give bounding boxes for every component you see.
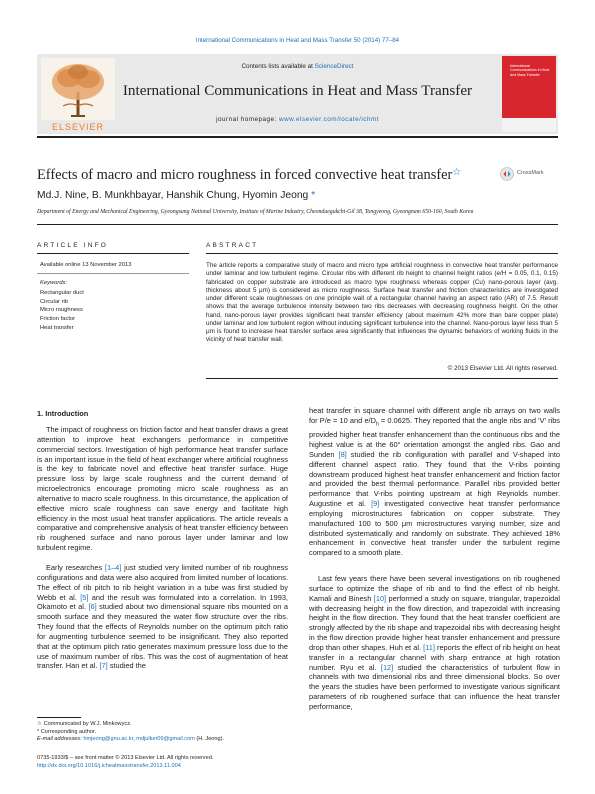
publisher-name: ELSEVIER (51, 122, 105, 132)
citation-link[interactable]: [7] (99, 661, 108, 671)
subscript: h (375, 421, 379, 428)
citation-link[interactable]: [8] (338, 449, 347, 459)
text-run: performed a study on square, triangular, trapezoidal with decreasing height in the flow direction, and trapezoidal with increasing height in the flow direction. They found that the heat transfer coefficient are strongly affected by the rib shape and trapezoidal ribs with decreasing height in the flow direction provide higher heat transfer enhancement and pressure drop than other shapes. Huh et al. (309, 593, 560, 652)
article-info-separator (37, 273, 189, 274)
continued-paragraph (309, 406, 560, 558)
article-info-heading: ARTICLE INFO (37, 242, 109, 249)
citation-link[interactable]: [5] (80, 592, 89, 602)
text-run: investigated convective heat transfer performance employing microstructures fabrication on copper substrate. They manufactured 100 to 500 μm microstructures varying number, size and distributed systematically and randomly on substrate. They achieved 18% enhancement in convective heat transfer under the turbulent regime compared to a smooth plate. (309, 499, 560, 558)
email-suffix: (H. Jeong). (194, 736, 225, 743)
text-run: just studied very limited number of rib roughness configurations and data were also acquired from limited number of locations. The effect of rib pitch to rib height variation in a tube was first studied by Webb et al. (37, 563, 288, 602)
keyword-item: Rectangular duct (40, 290, 84, 296)
contents-availability (120, 63, 475, 70)
keyword-item: Micro roughness (40, 307, 83, 314)
article-info-divider (37, 253, 189, 254)
text-run: reports the effect of rib height on heat transfer in a rectangular channel with sharp entrance at high rotation number. Ryu et al. (309, 642, 560, 672)
email-label: E-mail addresses: (37, 736, 82, 743)
footnote-corresponding: * Corresponding author. (37, 728, 97, 735)
abstract-body: The article reports a comparative study of macro and micro type artificial roughness in convective heat transfer performance under laminar and low turbulent regime. Circular ribs with different rib height to channel height ratios (e/H = 0.05, 0.1, 0.15) fabricated on copper substrate are introduced as macro type roughness whereas copper (Cu) nano-porous layer (avg. thickness about 5 μm) is considered as micro roughness. Surface heat transfer and friction characteristics are investigated under different scale roughnesses on one principle wall of a rectangular channel having an aspect ratio (AR) of 7.5. Result shows that the average turbulence intensity between two ribs decreases with decreasing roughness height. On the other hand, nano-porous layer provides significant heat transfer efficiency (about maximum 42% more than bare copper plate) under laminar and low turbulent region without inducing significant turbulence into the channel. Nano-porous layer less than 5 μm is found to increase heat transfer surface area significantly that influences the dynamic behaviors of working fluids in the vicinity of heat transfer wall. (206, 262, 558, 344)
text-run: heat transfer in square channel with different angle rib arrays on two walls for P/e = 10 and e/D (309, 406, 560, 425)
citation-link[interactable]: [10] (373, 593, 387, 603)
right-column-paragraph-2 (309, 574, 560, 712)
keywords-list (40, 289, 180, 333)
corresponding-author-mark[interactable]: * (311, 190, 316, 201)
homepage-prefix: journal homepage: (216, 116, 277, 123)
text-run: studied the (107, 661, 146, 671)
sciencedirect-link[interactable]: ScienceDirect (314, 63, 354, 70)
crossmark-icon (500, 167, 514, 181)
email-link[interactable]: hmjeong@gnu.ac.kr (83, 736, 134, 743)
citation-link[interactable]: [1–4] (104, 563, 122, 572)
available-online-date: Available online 13 November 2013 (40, 262, 132, 268)
citation-link[interactable]: [6] (88, 602, 97, 612)
right-column-paragraph-1 (309, 406, 560, 558)
journal-homepage (120, 116, 475, 123)
journal-cover-thumbnail[interactable] (502, 56, 556, 132)
cover-band (502, 118, 556, 132)
crossmark-label: CrossMark (517, 170, 544, 176)
cover-title: International Communications in Heat and Mass Transfer (510, 64, 550, 77)
footnote-communicated: ☆ Communicated by W.J. Minkowycz. (37, 721, 132, 727)
citation-link[interactable]: [12] (380, 662, 394, 672)
text-run: studied about two dimensional square ribs mounted on a smooth surface and they measured the water flow structure over the ribs. They found that the effects of Reynolds number on the optimum pitch ratio for augmenting turbulence seemed to be insignificant. They also reported that at the optimum pitch ratio generates maximum pressure loss due to the use of maximum number of ribs. This was the cost of augmentation of heat transfer. Han et al. (37, 602, 288, 671)
author-list (37, 190, 537, 201)
text-run: = 0.0625. They reported that the angle ribs and 'V' ribs provided higher heat transfer enhancement than the continuous ribs and the highest value is at the 60° orientation amongst the angled ribs. Gao and Sunden (309, 415, 560, 459)
text-run: studied the rib configuration with parallel and V-shaped into different channel aspect ratio. They found that the V-ribs pointing downstream produced highest heat transfer enhancement and friction factor and provided the best thermal performance. Parallel ribs provided better performance that V-ribs pointing upstream at high Reynolds number. Augustine et al. (309, 449, 560, 509)
crossmark-badge[interactable] (500, 164, 550, 184)
abstract-heading: ABSTRACT (206, 242, 259, 249)
journal-title: International Communications in Heat and Mass Transfer (122, 82, 473, 99)
homepage-link[interactable]: www.elsevier.com/locate/ichmt (279, 116, 379, 123)
elsevier-tree-logo (41, 58, 115, 128)
keyword-item: Heat transfer (40, 324, 74, 331)
abstract-bottom-divider (206, 378, 558, 379)
abstract-divider (206, 253, 558, 254)
article-title (37, 167, 487, 184)
author-affiliation: Department of Energy and Mechanical Engineering, Gyeongsang National University, Institute of Marine Industry, Cheondaegukchi-Gil 38, Tongyeong, Gyeongnam 650-160, South Korea (37, 209, 474, 215)
title-footnote-mark[interactable]: ☆ (452, 167, 462, 178)
text-run: studied the characteristics of turbulent flow in channels with two dimensional ribs and three dimensional blocks. So over the years the studies have been performed to investigate various significant parameters of rib roughened surface that can influence the heat transfer performance, (309, 662, 561, 711)
keyword-item: Circular rib (40, 298, 69, 305)
email-link[interactable]: mdjulker09@gmail.com (136, 736, 195, 743)
footnotes (37, 721, 288, 744)
footnote-divider (37, 717, 81, 718)
issn-block (37, 755, 288, 770)
body-paragraph (309, 574, 560, 712)
text-run: Last few years there have been several investigations on rib roughened surface to optimize the shape of rib and to find the effect of rib height. Kamali and Binesh (309, 574, 560, 603)
journal-reference-link[interactable]: International Communications in Heat and Mass Transfer 50 (2014) 77–84 (195, 37, 400, 44)
author-names: Md.J. Nine, B. Munkhbayar, Hanshik Chung, Hyomin Jeong (37, 190, 309, 201)
keyword-item: Friction factor (40, 316, 76, 323)
citation-link[interactable]: [11] (423, 642, 435, 652)
intro-paragraph-2 (37, 563, 288, 671)
keywords-label: Keywords: (40, 280, 68, 286)
intro-paragraph: The impact of roughness on friction factor and heat transfer draws a great attention to improve heat exchangers performance in competitive commercial sectors. Investigation of high performance heat transfer surface is an important issue in the field of heat exchanger where artificial roughness is the key to fabricate novel and effective heat transfer surface. Huge pressure loss by large scale roughness and the current demand of microelectronics encourage promoting micro scale roughness as an alternative to macro scale roughness. In this circumstance, the application of effective micro scale roughness can save energy and facilitate high efficiency in the most usual heat transfer applications. The article reveals a comparative and comprehensive analysis of heat transfer efficiency between rib roughened surface and nano porous layer under laminar and low turbulent regime. (37, 425, 288, 553)
left-column-paragraph-2 (37, 563, 288, 671)
citation-link[interactable]: [9] (371, 499, 380, 509)
article-title-text: Effects of macro and micro roughness in forced convective heat transfer (37, 167, 453, 183)
text-run: and the result was formulated into a correlation. In 1993, Okamoto et al. (37, 592, 288, 612)
section-heading-introduction: 1. Introduction (37, 409, 89, 418)
text-run: Early researches (46, 563, 105, 572)
doi-link[interactable]: http://dx.doi.org/10.1016/j.icheatmasstransfer.2013.11.004 (37, 762, 181, 769)
email-separator: , (133, 736, 137, 743)
left-column-paragraph-1 (37, 425, 288, 553)
affiliation-divider (37, 224, 558, 225)
header-divider (37, 136, 558, 138)
footnote-email (37, 736, 288, 744)
issn-line: 0735-1933/$ – see front matter © 2013 Elsevier Ltd. All rights reserved. (37, 755, 214, 761)
contents-prefix: Contents lists available at (241, 63, 313, 70)
copyright-notice: © 2013 Elsevier Ltd. All rights reserved. (447, 365, 558, 372)
